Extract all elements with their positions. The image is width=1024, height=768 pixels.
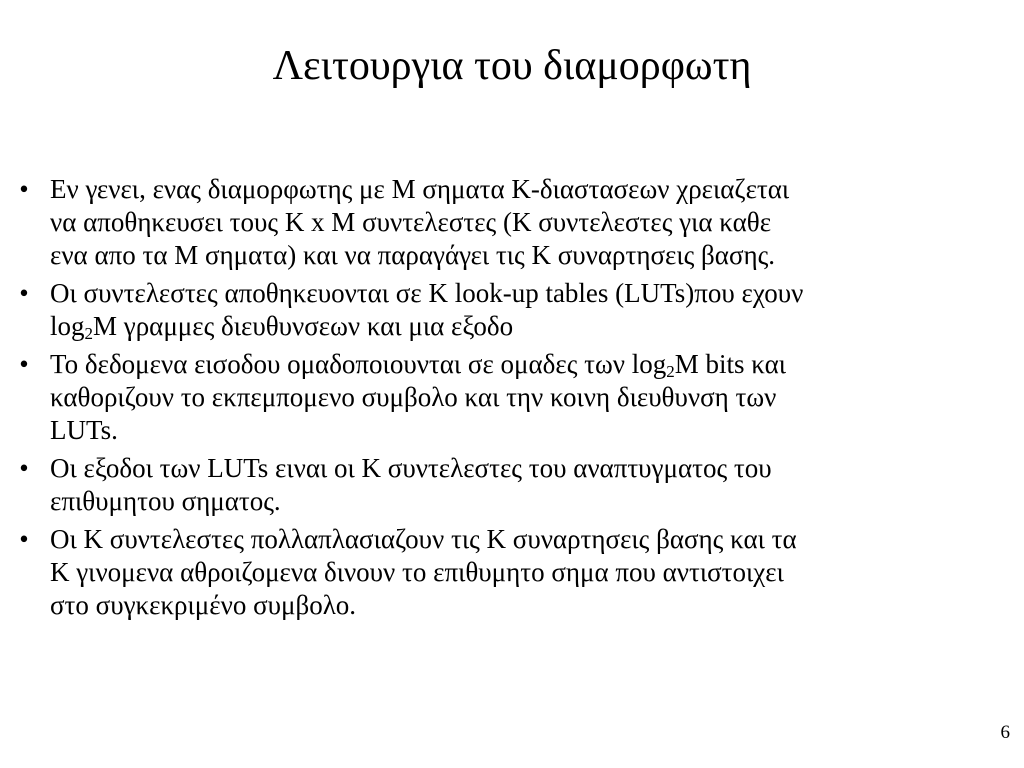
bullet-text-line: Εν γενει, ενας διαμορφωτης με M σηματα Κ-διαστασεων χρειαζεται xyxy=(50,174,790,204)
bullet-text-line: καθοριζουν το εκπεμπομενο συμβολο και την κοινη διευθυνση των xyxy=(50,382,777,412)
bullet-text-line: Οι συντελεστες αποθηκευονται σε Κ look-up tables (LUTs)που εχουν xyxy=(50,278,804,308)
bullet-item xyxy=(14,452,1012,518)
page-number: 6 xyxy=(1000,722,1010,743)
bullet-text-line: Κ γινομενα αθροιζομενα δινουν το επιθυμητο σημα που αντιστοιχει xyxy=(50,557,784,587)
bullet-item xyxy=(14,523,1012,622)
bullet-marker: • xyxy=(19,349,29,379)
text-before-log: Το δεδομενα εισοδου ομαδοποιουνται σε ομαδες των log xyxy=(50,349,667,379)
bullet-text-line: ενα απο τα Μ σηματα) και να παραγάγει τις Κ συναρτησεις βασης. xyxy=(50,240,776,270)
bullet-marker: • xyxy=(19,524,29,554)
text-after-log: M bits και xyxy=(674,349,787,379)
bullet-text-line xyxy=(50,348,1012,381)
bullet-text-line xyxy=(50,310,1012,343)
bullet-marker: • xyxy=(19,174,29,204)
bullet-item xyxy=(14,348,1012,447)
bullet-text-line: να αποθηκευσει τους Κ x M συντελεστες (Κ συντελεστες για καθε xyxy=(50,207,772,237)
log-base-subscript: 2 xyxy=(666,362,675,381)
bullet-text-line: Οι Κ συντελεστες πολλαπλασιαζουν τις Κ συναρτησεις βασης και τα xyxy=(50,524,797,554)
log-prefix: log xyxy=(50,311,85,341)
slide-title: Λειτουργια του διαμορφωτη xyxy=(272,43,752,89)
bullet-text-line: LUTs. xyxy=(50,415,118,445)
bullet-item xyxy=(14,277,1012,343)
bullet-text-line: στο συγκεκριμένο συμβολο. xyxy=(50,590,357,620)
bullet-text-line: επιθυμητου σηματος. xyxy=(50,486,281,516)
log-base-subscript: 2 xyxy=(84,324,94,343)
log-suffix: M γραμμες διευθυνσεων και μια εξοδο xyxy=(93,311,514,341)
bullet-list xyxy=(14,173,1012,627)
bullet-marker: • xyxy=(19,453,29,483)
bullet-marker: • xyxy=(19,278,29,308)
bullet-text-line: Οι εξοδοι των LUTs ειναι οι Κ συντελεστες του αναπτυγματος του xyxy=(50,453,772,483)
bullet-item xyxy=(14,173,1012,272)
